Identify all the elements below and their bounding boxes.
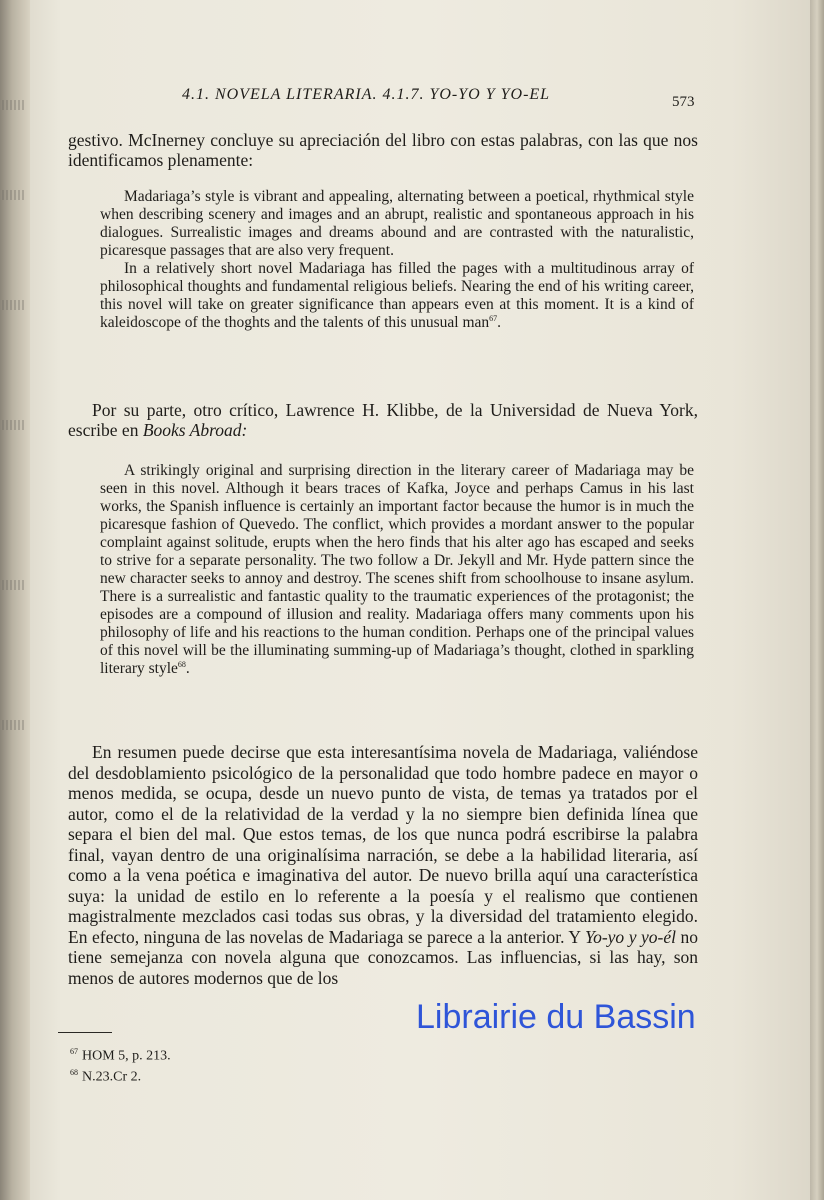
running-head: 4.1. NOVELA LITERARIA. 4.1.7. YO-YO Y YO-EL bbox=[182, 86, 551, 103]
footnote-number: 67 bbox=[70, 1047, 78, 1056]
quote-paragraph: Madariaga’s style is vibrant and appealing, alternating between a poetical, rhythmical style when describing scenery and images and an abrupt, realistic and spontaneous approach in his dialogues. Surrealistic images and dreams abound and are contrasted with the naturalistic, picaresque passages that are also very frequent. bbox=[100, 188, 694, 259]
paragraph-text bbox=[68, 400, 698, 440]
quote-text: A strikingly original and surprising direction in the literary career of Madariaga may be seen in this novel. Although it bears traces of Kafka, Joyce and perhaps Camus in his last works, the Spanish influence is certainly an important factor because the humor is in much the picaresque fashion of Quevedo. The conflict, which provides a mordant answer to the popular complaint against solitude, erupts when the hero finds that his alter ago has escaped and seeks to strive for a separate personality. The two follow a Dr. Jekyll and Mr. Hyde pattern since the new character seeks to annoy and destroy. The scenes shift from schoolhouse to insane asylum. There is a surrealistic and fantastic quality to the traumatic experiences of the protagonist; the episodes are a compound of illusion and reality. Madariaga offers many comments upon his philosophy of life and his reactions to the human condition. Perhaps one of the principal values of this novel will be the illuminating summing-up of Madariaga’s thought, clothed in sparkling literary style bbox=[100, 462, 694, 677]
footnote-text: N.23.Cr 2. bbox=[82, 1069, 142, 1085]
footnote-ref: 67 bbox=[489, 313, 498, 323]
facing-page-text bbox=[2, 720, 26, 730]
block-quote-klibbe bbox=[100, 462, 694, 678]
footnotes bbox=[70, 1044, 171, 1085]
quote-text: In a relatively short novel Madariaga has filled the pages with a multitudinous array of philosophical thoughts and fundamental religious beliefs. Nearing the end of his writing career, this novel will take on greater significance than appears even at this moment. It is a kind of kaleidoscope of the thoghts and the talents of this unusual man bbox=[100, 260, 694, 331]
facing-page-text bbox=[2, 300, 26, 310]
footnote-ref: 68 bbox=[177, 659, 186, 669]
paragraph-intro bbox=[68, 130, 698, 170]
watermark: Librairie du Bassin bbox=[416, 998, 696, 1036]
page-number: 573 bbox=[672, 94, 695, 110]
source-title: Books Abroad: bbox=[142, 420, 248, 440]
footnote-divider bbox=[58, 1032, 112, 1033]
book-title: Yo-yo y yo-él bbox=[584, 926, 676, 947]
footnote-item bbox=[70, 1065, 171, 1086]
quote-paragraph: A strikingly original and surprising direction in the literary career of Madariaga may be seen in this novel. Although it bears traces of Kafka, Joyce and perhaps Camus in his last works, the Spanish influence is certainly an important factor because the humor is in much the picaresque fashion of Quevedo. The conflict, which provides a mordant answer to the popular complaint against solitude, erupts when the hero finds that his alter ago has escaped and seeks to strive for a separate personality. The two follow a Dr. Jekyll and Mr. Hyde pattern since the new character seeks to annoy and destroy. The scenes shift from schoolhouse to insane asylum. There is a surrealistic and fantastic quality to the traumatic experiences of the protagonist; the episodes are a compound of illusion and reality. Madariaga offers many comments upon his philosophy of life and his reactions to the human condition. Perhaps one of the principal values of this novel will be the illuminating summing-up of Madariaga’s thought, clothed in sparkling literary style$^{68}$. bbox=[100, 462, 694, 677]
quote-paragraph: In a relatively short novel Madariaga has filled the pages with a multitudinous array of philosophical thoughts and fundamental religious beliefs. Nearing the end of his writing career, this novel will take on greater significance than appears even at this moment. It is a kind of kaleidoscope of the thoghts and the talents of this unusual man$^{67}$. bbox=[100, 260, 694, 331]
footnote-number: 68 bbox=[70, 1067, 78, 1077]
paragraph-text-part: En resumen puede decirse que esta interesantísima novela de Madariaga, valiéndose del desdoblamiento psicológico de la personalidad que todo hombre padece en mayor o menos medida, se ocupa, desde un nuevo punto de vista, de temas ya tratados por el autor, como el de la relatividad de la verdad y la no siempre bien definida línea que separa el bien del mal. Que estos temas, de los que nunca podrá escribirse la palabra final, vayan dentro de una originalísima narración, se debe a la habilidad literaria, así como a la vena poética e imaginativa del autor. De nuevo brilla aquí una característica suya: la unidad de estilo en lo referente a la poesía y el realismo que contienen magistralmente mezclados casi todas sus obras, y la diversidad del tratamiento elegido. En efecto, ninguna de las novelas de Madariaga se parece a la anterior. Y bbox=[68, 742, 698, 947]
paragraph-text-part: no tiene semejanza con novela alguna que conozcamos. Las influencias, si las hay, son menos de autores modernos que de los bbox=[68, 926, 699, 988]
facing-page-text bbox=[2, 580, 26, 590]
footnote-item bbox=[70, 1044, 171, 1065]
facing-page-text bbox=[2, 100, 26, 110]
block-quote-mcinerney bbox=[100, 188, 694, 332]
paragraph-klibbe bbox=[68, 400, 698, 440]
footnote-text: HOM 5, p. 213. bbox=[82, 1048, 171, 1064]
facing-page-text bbox=[2, 190, 26, 200]
paragraph-text-main: Por su parte, otro crítico, Lawrence H. Klibbe, de la Universidad de Nueva York, escribe en bbox=[68, 400, 698, 440]
facing-page-edge bbox=[0, 0, 30, 1200]
page-edge bbox=[810, 0, 824, 1200]
paragraph-text: gestivo. McInerney concluye su apreciación del libro con estas palabras, con las que nos identificamos plenamente: bbox=[68, 130, 698, 170]
paragraph-resumen bbox=[68, 742, 698, 988]
paragraph-text bbox=[68, 742, 698, 988]
facing-page-text bbox=[2, 420, 26, 430]
